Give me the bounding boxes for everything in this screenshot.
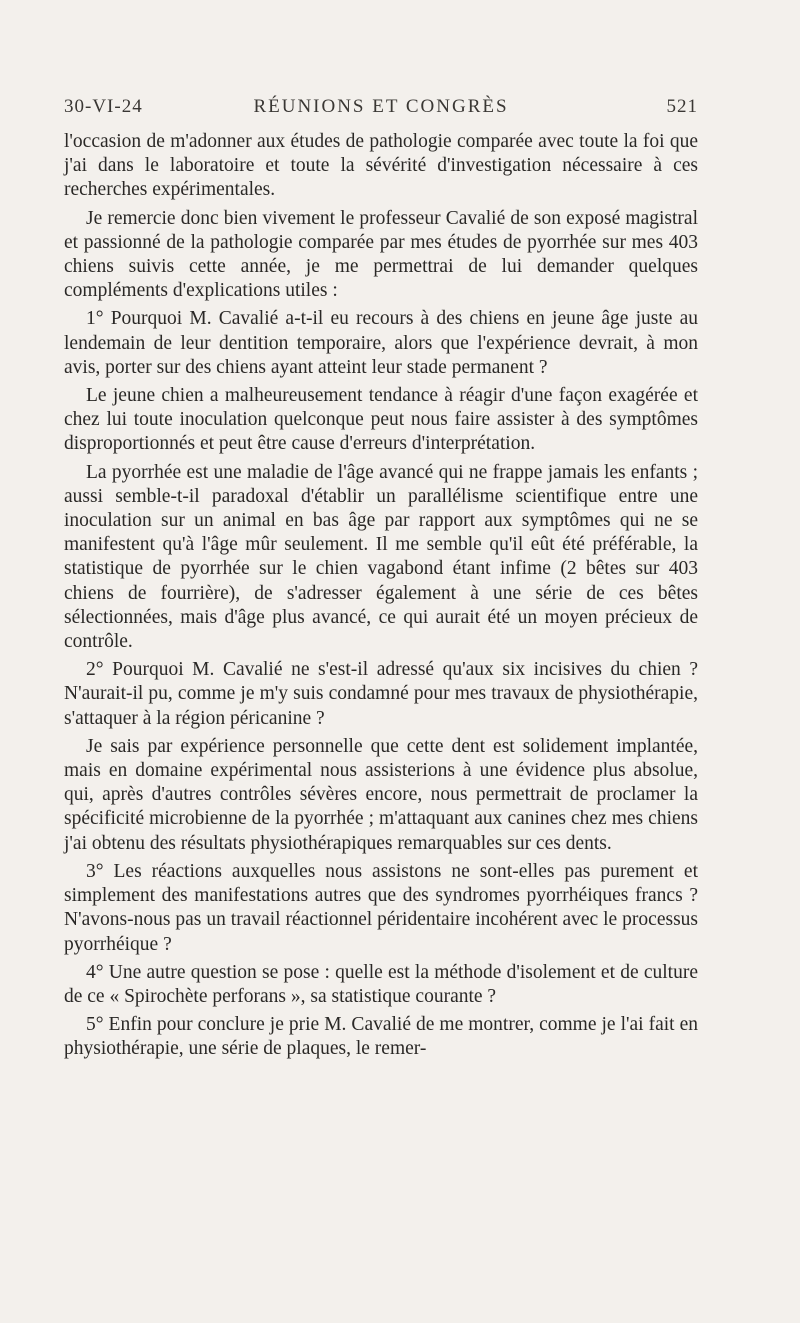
- paragraph: 5° Enfin pour conclure je prie M. Cavalié de me montrer, comme je l'ai fait en physiothérapie, une série de plaques, le remer-: [64, 1014, 698, 1060]
- paragraph: Je sais par expérience personnelle que cette dent est solidement implantée, mais en domaine expérimental nous assisterions à une évidence plus absolue, qui, après d'autres contrôles sévères encore, nous permettrait de proclamer la spécificité microbienne de la pyorrhée ; m'attaquant aux canines chez mes chiens j'ai obtenu des résultats physiothérapiques remarquables sur ces dents.: [64, 735, 698, 854]
- header-date: 30-VI-24: [64, 96, 143, 117]
- paragraph: l'occasion de m'adonner aux études de pathologie comparée avec toute la foi que j'ai dans le laboratoire et toute la sévérité d'investigation nécessaire à ces recherches expérimentales.: [64, 131, 698, 201]
- body-text: [64, 130, 698, 1062]
- running-head: [64, 96, 698, 126]
- paragraph: Je remercie donc bien vivement le professeur Cavalié de son exposé magistral et passionné de la pathologie comparée par mes études de pyorrhée sur mes 403 chiens suivis cette année, je me permettrai de lui demander quelques compléments d'explications utiles :: [64, 207, 698, 302]
- paragraph: 4° Une autre question se pose : quelle est la méthode d'isolement et de culture de ce « Spirochète perforans », sa statistique courante ?: [64, 961, 698, 1007]
- paragraph: 2° Pourquoi M. Cavalié ne s'est-il adressé qu'aux six incisives du chien ? N'aurait-il pu, comme je m'y suis condamné pour mes travaux de physiothérapie, s'attaquer à la région péricanine ?: [64, 659, 698, 729]
- page-number: 521: [666, 96, 698, 117]
- paragraph: 1° Pourquoi M. Cavalié a-t-il eu recours à des chiens en jeune âge juste au lendemain de leur dentition temporaire, alors que l'expérience devrait, à mon avis, porter sur des chiens ayant atteint leur stade permanent ?: [64, 308, 698, 378]
- paragraph: Le jeune chien a malheureusement tendance à réagir d'une façon exagérée et chez lui toute inoculation quelconque peut nous faire assister à des symptômes disproportionnés et peut être cause d'erreurs d'interprétation.: [64, 385, 698, 455]
- paragraph: La pyorrhée est une maladie de l'âge avancé qui ne frappe jamais les enfants ; aussi semble-t-il paradoxal d'établir un parallélisme scientifique entre une inoculation sur un animal en bas âge par rapport aux symptômes qui ne se manifestent qu'à l'âge mûr seulement. Il me semble qu'il eût été préférable, la statistique de pyorrhée sur le chien vagabond étant infime (2 bêtes sur 403 chiens de fourrière), de s'adresser également à une série de ces bêtes sélectionnées, mais d'âge plus avancé, ce qui aurait été un moyen précieux de contrôle.: [64, 461, 698, 653]
- paragraph: 3° Les réactions auxquelles nous assistons ne sont-elles pas purement et simplement des manifestations autres que des syndromes pyorrhéiques francs ? N'avons-nous pas un travail réactionnel péridentaire incohérent avec le processus pyorrhéique ?: [64, 860, 698, 955]
- section-title: RÉUNIONS ET CONGRÈS: [253, 96, 509, 117]
